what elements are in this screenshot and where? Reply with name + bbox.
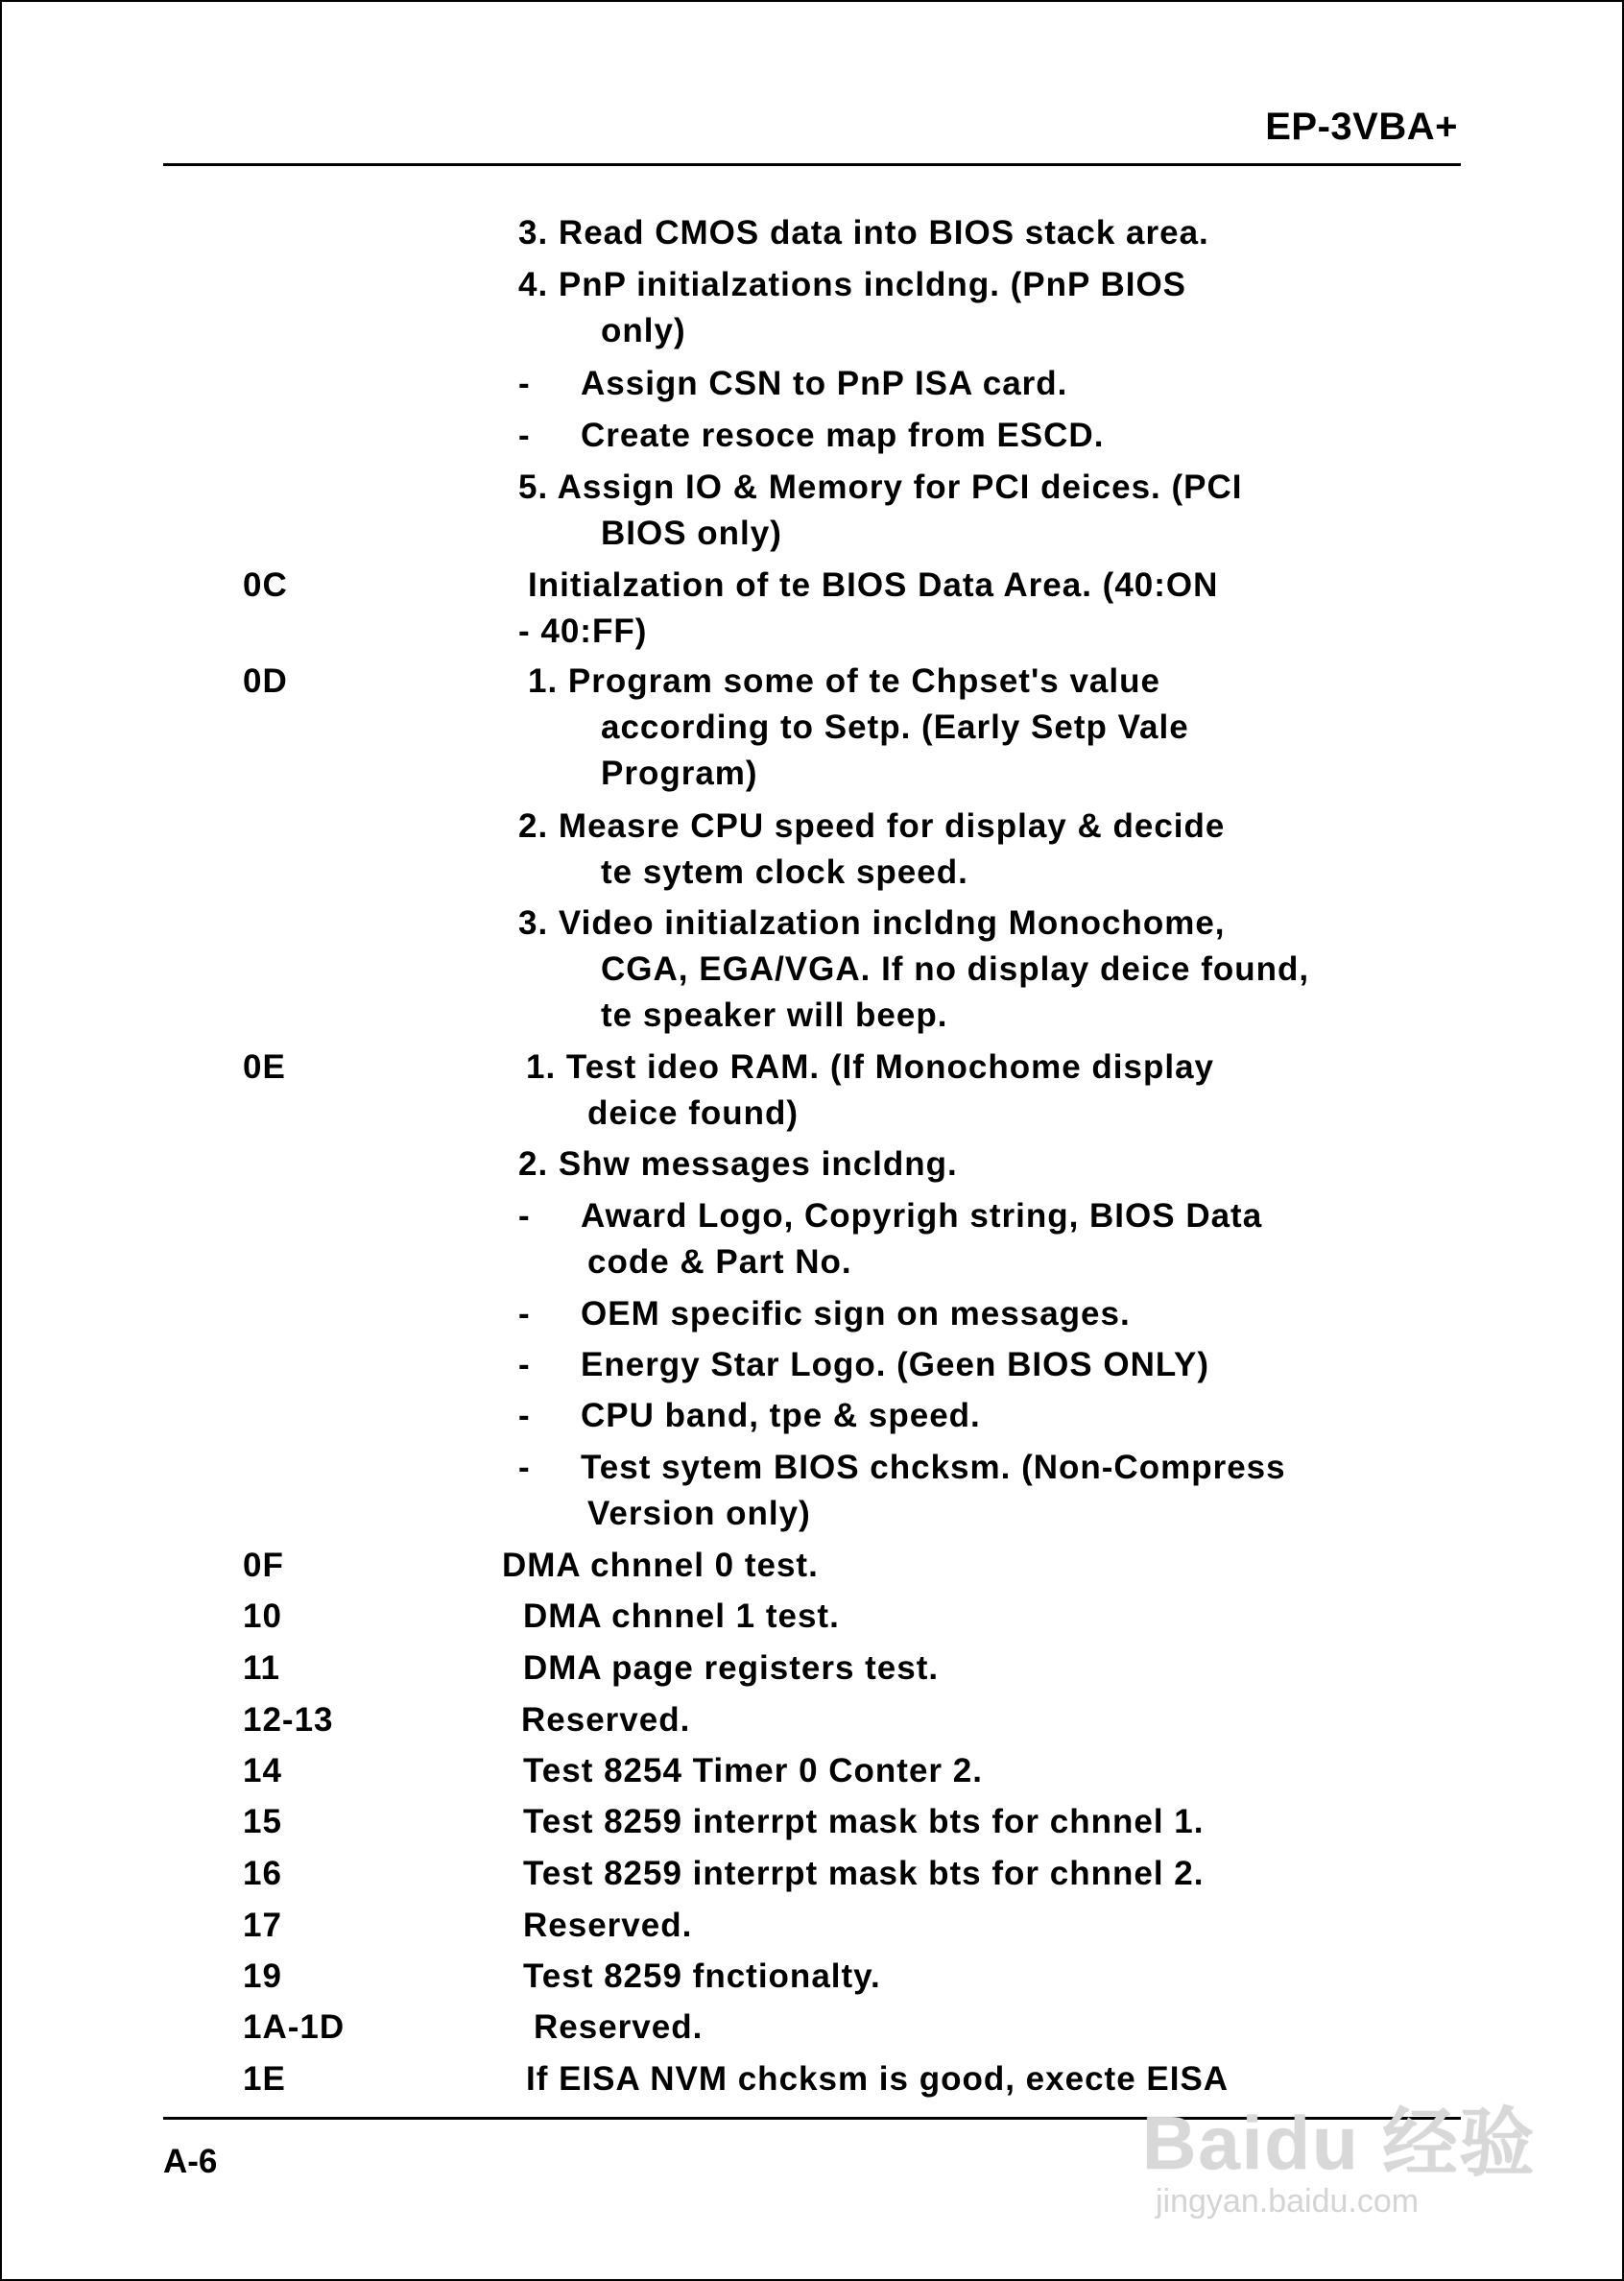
watermark-url: jingyan.baidu.com: [1156, 2183, 1420, 2220]
description-line: Program): [601, 755, 758, 792]
description-line: 1. Program some of te Chpset's value: [528, 662, 1160, 700]
description-line: deice found): [587, 1094, 800, 1132]
header-model-title: EP-3VBA+: [1265, 106, 1458, 148]
description-line: Test 8259 interrpt mask bts for chnnel 2.: [523, 1855, 1205, 1892]
description-line: - 40:FF): [518, 612, 648, 650]
description-line: CPU band, tpe & speed.: [581, 1397, 981, 1434]
description-line: 3. Read CMOS data into BIOS stack area.: [518, 214, 1209, 252]
post-code: 0F: [243, 1547, 284, 1584]
description-line: Test 8259 fnctionalty.: [523, 1957, 881, 1995]
description-line: te sytem clock speed.: [601, 853, 968, 891]
description-line: Reserved.: [521, 1701, 691, 1739]
post-code: 10: [243, 1597, 282, 1635]
description-line: Assign CSN to PnP ISA card.: [581, 365, 1068, 402]
description-line: 1. Test ideo RAM. (If Monochome display: [526, 1048, 1215, 1086]
baidu-watermark: [1142, 2083, 1537, 2237]
description-line: code & Part No.: [587, 1243, 852, 1281]
post-code: 14: [243, 1752, 282, 1789]
description-line: Energy Star Logo. (Geen BIOS ONLY): [581, 1346, 1210, 1383]
bullet-dash: -: [518, 1397, 530, 1434]
post-code: 11: [243, 1649, 280, 1687]
description-line: only): [601, 312, 686, 349]
description-line: 2. Shw messages incldng.: [518, 1145, 958, 1183]
post-code: 12-13: [243, 1701, 334, 1739]
description-line: Create resoce map from ESCD.: [581, 417, 1105, 454]
description-line: BIOS only): [601, 515, 782, 552]
description-line: Reserved.: [523, 1907, 693, 1944]
post-code: 1E: [243, 2060, 286, 2098]
description-line: 4. PnP initialzations incldng. (PnP BIOS: [518, 266, 1187, 303]
description-line: Test 8254 Timer 0 Conter 2.: [523, 1752, 983, 1789]
description-line: 2. Measre CPU speed for display & decide: [518, 807, 1226, 845]
post-code: 16: [243, 1855, 282, 1892]
post-code: 1A-1D: [243, 2008, 346, 2046]
description-line: CGA, EGA/VGA. If no display deice found,: [601, 950, 1310, 988]
watermark-logo: Baidu 经验: [1142, 2101, 1537, 2185]
description-line: DMA page registers test.: [523, 1649, 940, 1687]
description-line: 3. Video initialzation incldng Monochome,: [518, 904, 1226, 942]
post-code: 15: [243, 1803, 282, 1840]
description-line: te speaker will beep.: [601, 996, 948, 1034]
post-code: 0E: [243, 1048, 286, 1086]
bullet-dash: -: [518, 365, 530, 402]
post-code: 0C: [243, 566, 288, 604]
description-line: OEM specific sign on messages.: [581, 1295, 1131, 1333]
post-code: 17: [243, 1907, 282, 1944]
bullet-dash: -: [518, 1295, 530, 1333]
description-line: Initialzation of te BIOS Data Area. (40:ON: [528, 566, 1219, 604]
post-code: 19: [243, 1957, 282, 1995]
bullet-dash: -: [518, 417, 530, 454]
bullet-dash: -: [518, 1346, 530, 1383]
bullet-dash: -: [518, 1449, 530, 1486]
description-line: DMA chnnel 0 test.: [502, 1547, 819, 1584]
page-number: A-6: [163, 2143, 218, 2180]
description-line: Award Logo, Copyrigh string, BIOS Data: [581, 1197, 1263, 1235]
post-code: 0D: [243, 662, 288, 700]
description-line: Reserved.: [534, 2008, 704, 2046]
description-line: Version only): [587, 1495, 811, 1532]
bullet-dash: -: [518, 1197, 530, 1235]
description-line: If EISA NVM chcksm is good, execte EISA: [526, 2060, 1230, 2098]
description-line: Test 8259 interrpt mask bts for chnnel 1.: [523, 1803, 1205, 1840]
description-line: according to Setp. (Early Setp Vale: [601, 708, 1189, 746]
description-line: 5. Assign IO & Memory for PCI deices. (PCI: [518, 468, 1243, 506]
description-line: Test sytem BIOS chcksm. (Non-Compress: [581, 1449, 1286, 1486]
description-line: DMA chnnel 1 test.: [523, 1597, 840, 1635]
